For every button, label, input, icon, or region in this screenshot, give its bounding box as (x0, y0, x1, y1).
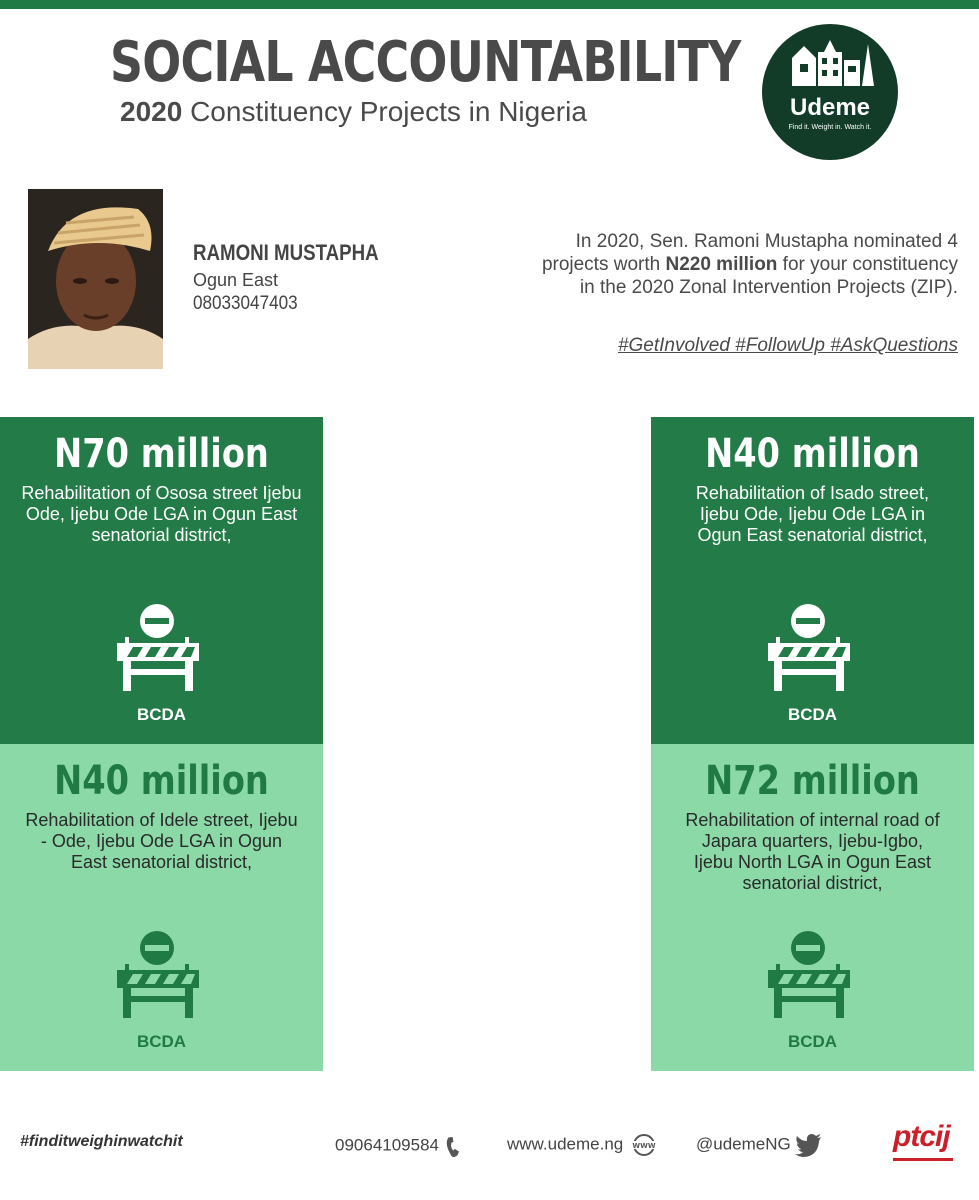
summary-text (528, 230, 958, 299)
udeme-logo (762, 24, 898, 160)
road-barrier-icon (766, 930, 858, 1018)
project-agency: BCDA (136, 705, 187, 724)
project-card (651, 744, 974, 1071)
road-barrier-icon (115, 930, 207, 1018)
phone-icon (444, 1133, 470, 1159)
footer-phone[interactable] (335, 1133, 470, 1159)
project-card (651, 417, 974, 744)
project-amount: N72 million (705, 758, 920, 804)
project-card (0, 417, 323, 744)
footer-phone-number: 09064109584 (335, 1135, 440, 1155)
subtitle-year: 2020 (120, 96, 183, 127)
project-amount: N70 million (54, 431, 269, 477)
project-amount: N40 million (54, 758, 269, 804)
page-title: SOCIAL ACCOUNTABILITY (110, 30, 741, 95)
logo-name: Udeme (789, 94, 871, 121)
senator-name: RAMONI MUSTAPHA (193, 240, 379, 265)
page-subtitle (120, 96, 587, 128)
svg-text:WWW: WWW (632, 1142, 656, 1150)
buildings-icon (762, 24, 898, 94)
globe-www-icon (628, 1133, 660, 1157)
project-description: Rehabilitation of Ososa street Ijebu Ode, Ijebu Ode LGA in Ogun East senatorial district, (21, 483, 302, 545)
footer-social[interactable] (696, 1133, 823, 1157)
ptcij-logo-underline (893, 1158, 953, 1161)
footer-twitter-handle: @udemeNG (696, 1134, 791, 1154)
road-barrier-icon (766, 603, 858, 691)
senator-constituency: Ogun East (193, 270, 279, 290)
subtitle-text: Constituency Projects in Nigeria (190, 96, 587, 127)
project-description: Rehabilitation of internal road of Japara quarters, Ijebu-Igbo, Ijebu North LGA in Ogun East senatorial district, (685, 810, 940, 893)
project-description: Rehabilitation of Idele street, Ijebu - Ode, Ijebu Ode LGA in Ogun East senatorial district, (25, 810, 298, 872)
summary-text-after: for your constituency in the 2020 Zonal Intervention Projects (ZIP). (579, 254, 958, 298)
footer-hashtag: #finditweighinwatchit (20, 1133, 183, 1150)
senator-info (193, 240, 411, 315)
ptcij-logo: ptcij (893, 1120, 950, 1153)
project-description: Rehabilitation of Isado street, Ijebu Ode, Ijebu Ode LGA in Ogun East senatorial district, (695, 483, 930, 545)
senator-phone: 08033047403 (193, 293, 298, 314)
project-agency: BCDA (787, 705, 838, 724)
project-agency: BCDA (136, 1032, 187, 1051)
senator-photo (28, 189, 163, 369)
logo-tagline: Find it. Weight in. Watch it. (788, 124, 872, 131)
footer-website[interactable] (507, 1133, 660, 1157)
project-amount: N40 million (705, 431, 920, 477)
top-accent-bar (0, 0, 979, 9)
project-card (0, 744, 323, 1071)
project-agency: BCDA (787, 1032, 838, 1051)
twitter-icon (795, 1133, 823, 1157)
footer-website-url: www.udeme.ng (507, 1134, 624, 1154)
summary-amount: N220 million (665, 254, 778, 275)
road-barrier-icon (115, 603, 207, 691)
hashtags-link[interactable]: #GetInvolved #FollowUp #AskQuestions (617, 335, 958, 356)
summary-text-before: In 2020, Sen. Ramoni Mustapha nominated 4 projects worth (541, 231, 958, 275)
